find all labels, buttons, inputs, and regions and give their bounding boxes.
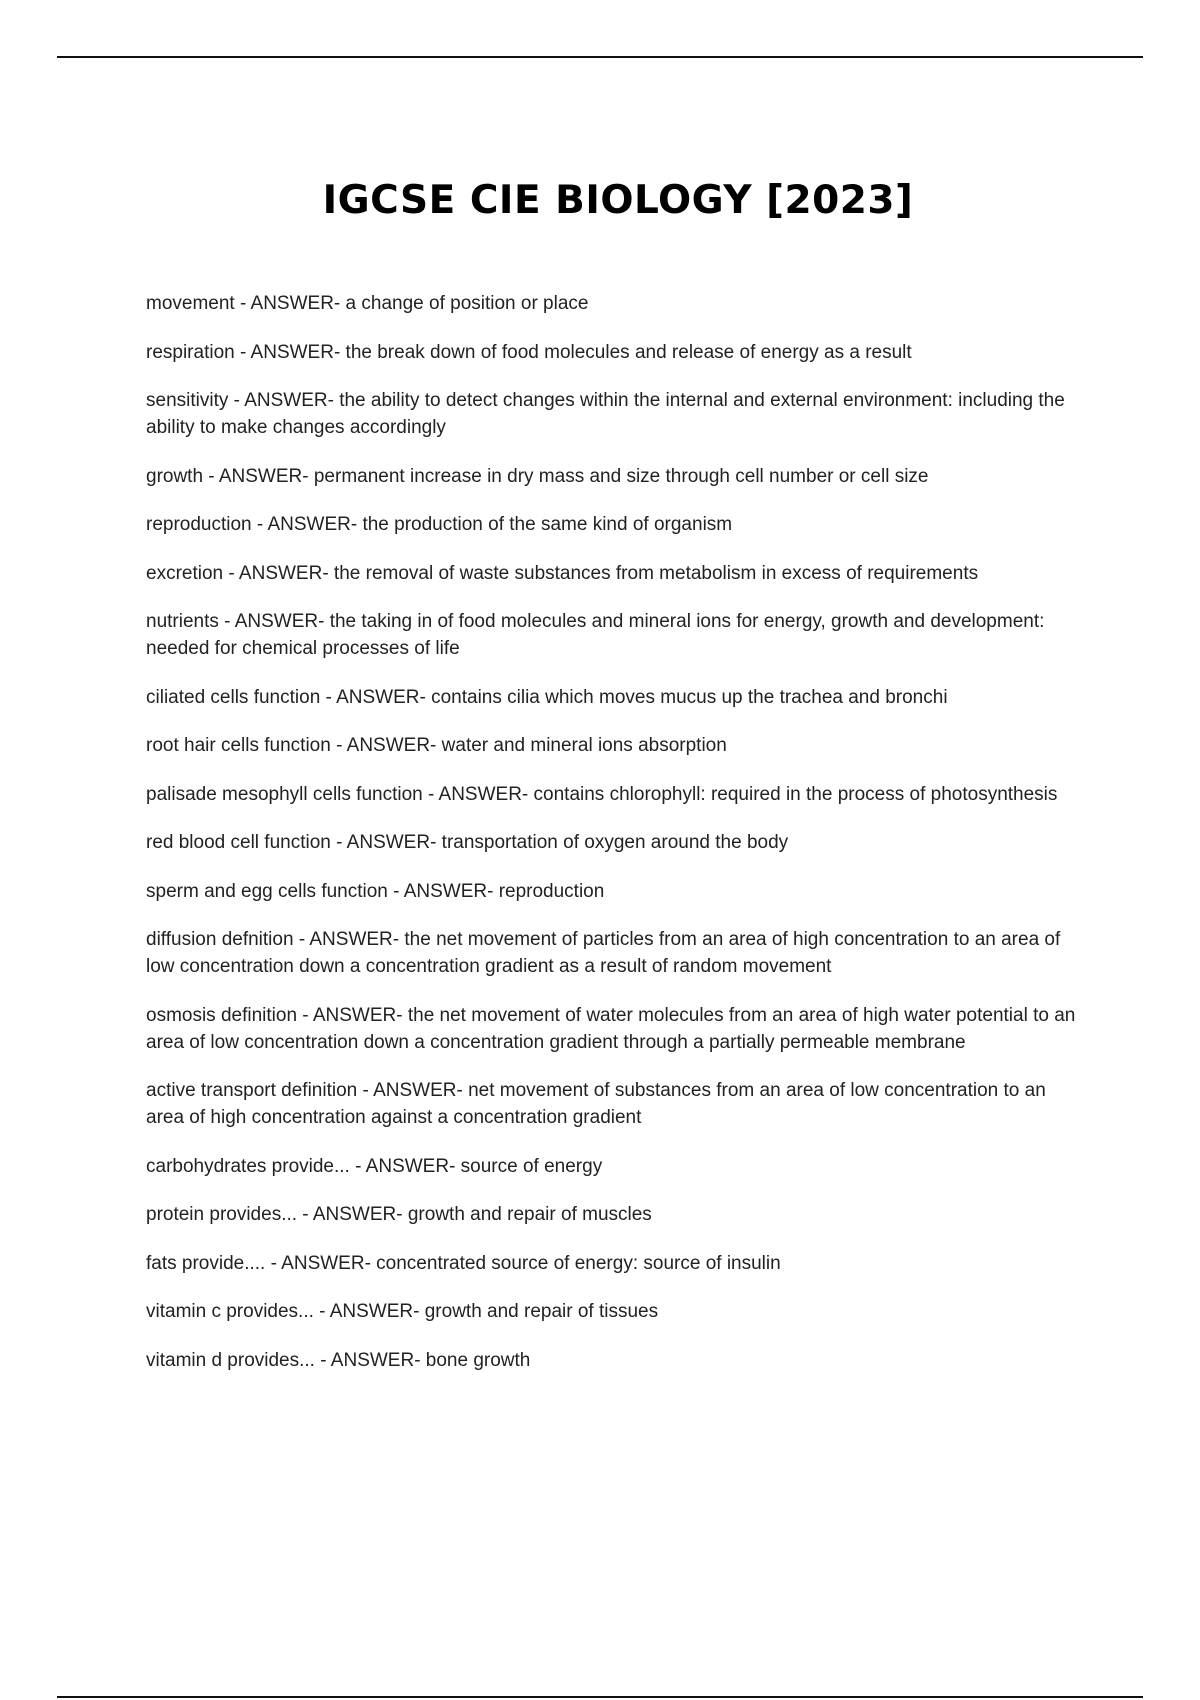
list-item: osmosis definition - ANSWER- the net movement of water molecules from an area of high water potential to an area of low concentration down a concentration gradient through a partially permeable membrane bbox=[146, 1004, 1076, 1053]
list-item: protein provides... - ANSWER- growth and repair of muscles bbox=[146, 1204, 652, 1225]
list-item: root hair cells function - ANSWER- water and mineral ions absorption bbox=[146, 735, 727, 756]
list-item: ciliated cells function - ANSWER- contains cilia which moves mucus up the trachea and bronchi bbox=[146, 686, 948, 708]
list-item: growth - ANSWER- permanent increase in dry mass and size through cell number or cell size bbox=[146, 465, 929, 487]
list-item: reproduction - ANSWER- the production of the same kind of organism bbox=[146, 514, 733, 535]
list-item: diffusion defnition - ANSWER- the net movement of particles from an area of high concentration to an area of low concentration down a concentration gradient as a result of random movement bbox=[146, 929, 1061, 977]
document-title: IGCSE CIE BIOLOGY [2023] bbox=[322, 178, 914, 223]
bottom-divider bbox=[57, 1696, 1143, 1698]
list-item: sensitivity - ANSWER- the ability to detect changes within the internal and external environment: including the ability to make changes accordingly bbox=[146, 390, 1065, 438]
list-item: excretion - ANSWER- the removal of waste substances from metabolism in excess of requirements bbox=[146, 562, 979, 584]
list-item: fats provide.... - ANSWER- concentrated source of energy: source of insulin bbox=[146, 1252, 781, 1274]
list-item: vitamin d provides... - ANSWER- bone growth bbox=[146, 1349, 531, 1371]
list-item: movement - ANSWER- a change of position or place bbox=[146, 293, 589, 314]
list-item: palisade mesophyll cells function - ANSWER- contains chlorophyll: required in the process of photosynthesis bbox=[146, 783, 1058, 805]
list-item: respiration - ANSWER- the break down of food molecules and release of energy as a result bbox=[146, 341, 912, 363]
list-item: active transport definition - ANSWER- net movement of substances from an area of low concentration to an area of high concentration against a concentration gradient bbox=[146, 1080, 1046, 1128]
list-item: nutrients - ANSWER- the taking in of food molecules and mineral ions for energy, growth and development: needed for chemical processes of life bbox=[146, 611, 1045, 659]
flashcard-list bbox=[146, 290, 1086, 1395]
list-item: sperm and egg cells function - ANSWER- reproduction bbox=[146, 880, 605, 902]
top-divider bbox=[57, 56, 1143, 58]
list-item: red blood cell function - ANSWER- transportation of oxygen around the body bbox=[146, 832, 789, 853]
list-item: vitamin c provides... - ANSWER- growth and repair of tissues bbox=[146, 1301, 659, 1322]
list-item: carbohydrates provide... - ANSWER- source of energy bbox=[146, 1155, 603, 1177]
